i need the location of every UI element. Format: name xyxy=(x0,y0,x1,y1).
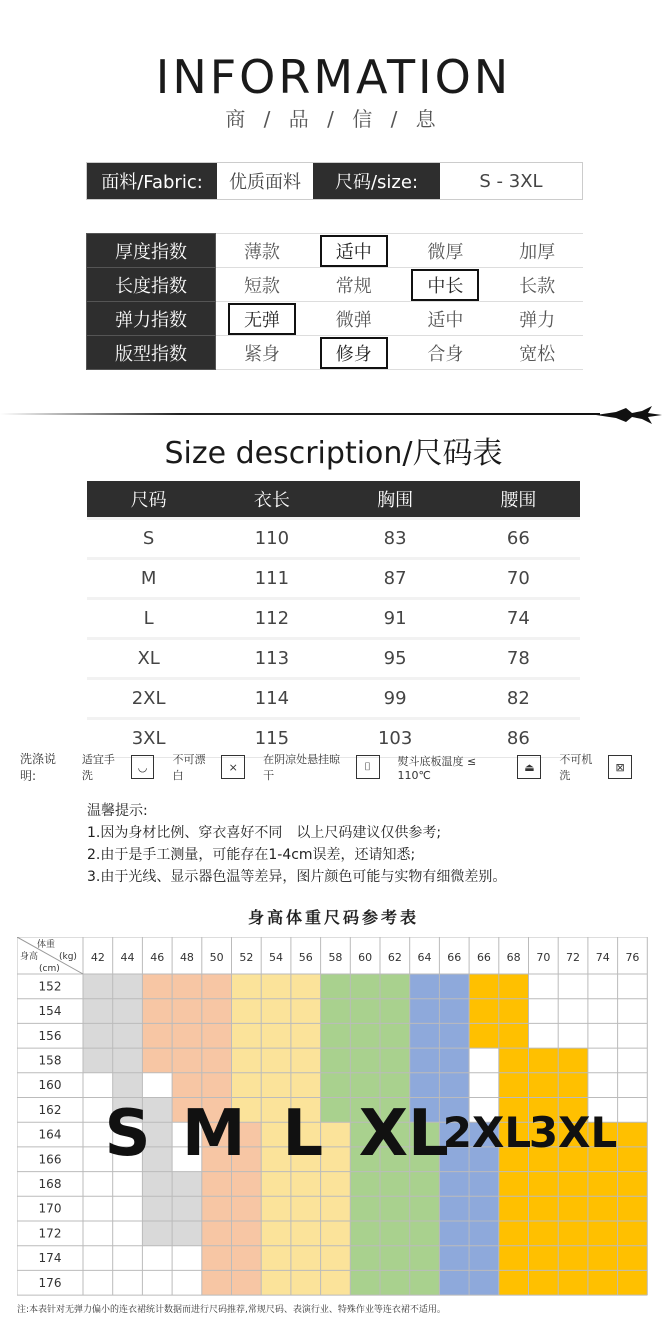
size-label: 尺码/size: xyxy=(313,163,440,199)
bird-ornament-icon xyxy=(596,404,666,426)
weight-header: 50 xyxy=(209,951,224,964)
index-option-cell xyxy=(308,234,400,268)
index-option-cell xyxy=(491,336,583,370)
size-table-cell: 113 xyxy=(210,639,333,679)
index-option-cell xyxy=(400,234,492,268)
page-subtitle xyxy=(0,103,667,132)
height-label: 160 xyxy=(38,1078,62,1093)
care-item xyxy=(398,753,542,782)
index-option-cell xyxy=(491,234,583,268)
grid-corner-label: (cm) xyxy=(39,964,60,974)
weight-header: 76 xyxy=(625,951,640,964)
index-option: 加厚 xyxy=(519,241,556,263)
height-label: 158 xyxy=(38,1053,62,1068)
grid-corner-label: 身高 xyxy=(20,952,39,962)
care-instructions xyxy=(20,752,650,782)
height-label: 166 xyxy=(38,1152,62,1167)
index-option-cell xyxy=(216,234,308,268)
index-label: 厚度指数 xyxy=(87,234,216,268)
size-table-cell: XL xyxy=(87,639,210,679)
weight-header: 64 xyxy=(417,951,432,964)
size-table-row xyxy=(87,639,580,679)
size-table-cell: S xyxy=(87,519,210,559)
size-table-row xyxy=(87,679,580,719)
weight-header: 46 xyxy=(150,951,165,964)
size-table-cell: 74 xyxy=(457,599,580,639)
care-label: 洗涤说明: xyxy=(20,752,57,783)
tips-line: 3.由于光线、显示器色温等差异，图片颜色可能与实物有细微差别。 xyxy=(87,869,507,885)
index-option: 微厚 xyxy=(427,241,464,263)
size-label-M: M xyxy=(181,1097,246,1172)
height-label: 170 xyxy=(38,1201,62,1216)
index-row xyxy=(87,268,584,302)
care-item xyxy=(263,751,379,783)
height-label: 172 xyxy=(38,1226,62,1241)
weight-header: 42 xyxy=(90,951,105,964)
footnote: 注:本表针对无弹力偏小的连衣裙统计数据而进行尺码推荐,常规尺码、表演行业、特殊作业等连衣裙不适用。 xyxy=(17,1305,446,1315)
size-table-cell: 82 xyxy=(457,679,580,719)
weight-header: 72 xyxy=(566,951,581,964)
index-option-cell xyxy=(491,268,583,302)
size-label-2XL: 2XL xyxy=(442,1108,532,1158)
weight-header: 54 xyxy=(269,951,284,964)
weight-header: 66 xyxy=(476,951,491,964)
index-option: 弹力 xyxy=(519,309,556,331)
index-label: 弹力指数 xyxy=(87,302,216,336)
size-table-header: 胸围 xyxy=(334,481,457,519)
size-table-cell: 78 xyxy=(457,639,580,679)
size-table-cell: M xyxy=(87,559,210,599)
no-machine-wash-icon: ⊠ xyxy=(608,755,632,779)
index-option: 常规 xyxy=(335,275,372,297)
index-label: 版型指数 xyxy=(87,336,216,370)
size-table-title: Size description/尺码表 xyxy=(164,436,503,471)
weight-header: 58 xyxy=(328,951,343,964)
index-table xyxy=(86,233,583,370)
index-option: 长款 xyxy=(519,275,556,297)
index-option-cell xyxy=(308,302,400,336)
iron-icon: ⏏ xyxy=(517,755,541,779)
care-item xyxy=(172,751,245,783)
size-table-cell: 115 xyxy=(210,719,333,758)
weight-header: 48 xyxy=(179,951,194,964)
index-option: 薄款 xyxy=(243,241,280,263)
size-label-L: L xyxy=(282,1097,324,1172)
index-option-cell xyxy=(491,302,583,336)
height-label: 176 xyxy=(38,1275,62,1290)
height-label: 152 xyxy=(38,979,62,994)
care-item xyxy=(82,751,155,783)
size-table-cell: 99 xyxy=(334,679,457,719)
weight-header: 52 xyxy=(239,951,254,964)
fabric-row xyxy=(86,162,583,200)
weight-header: 44 xyxy=(120,951,135,964)
size-range-value: S - 3XL xyxy=(479,170,543,192)
size-reference-grid xyxy=(17,937,649,1297)
size-table-row xyxy=(87,519,580,559)
index-option-selected: 适中 xyxy=(320,235,388,267)
page-title: INFORMATION xyxy=(155,50,512,104)
care-item-text: 在阴凉处悬挂晾干 xyxy=(263,753,341,782)
index-option-cell xyxy=(216,268,308,302)
subtitle-text: 商 / 品 / 信 / 息 xyxy=(225,107,442,131)
index-option: 合身 xyxy=(427,343,464,365)
index-option-selected: 中长 xyxy=(411,269,479,301)
index-option: 宽松 xyxy=(519,343,556,365)
hand-wash-icon: ◡ xyxy=(131,755,155,779)
size-table-cell: 112 xyxy=(210,599,333,639)
no-bleach-icon: ⨯ xyxy=(221,755,245,779)
size-label-XL: XL xyxy=(358,1097,449,1172)
index-option-cell xyxy=(400,336,492,370)
size-table-cell: 86 xyxy=(457,719,580,758)
weight-header: 68 xyxy=(506,951,521,964)
grid-corner-label: 体重 xyxy=(37,940,56,950)
care-item-text: 不可漂白 xyxy=(172,753,206,782)
weight-header: 66 xyxy=(447,951,462,964)
size-table-cell: 70 xyxy=(457,559,580,599)
height-label: 174 xyxy=(38,1251,62,1266)
shade-dry-icon: ⌷ xyxy=(356,755,380,779)
index-option-cell xyxy=(400,268,492,302)
size-table-cell: L xyxy=(87,599,210,639)
index-option-selected: 无弹 xyxy=(228,303,296,335)
index-option-cell xyxy=(216,336,308,370)
care-item-text: 熨斗底板温度 ≤ 110℃ xyxy=(397,754,477,782)
size-table-cell: 103 xyxy=(334,719,457,758)
index-row xyxy=(87,336,584,370)
index-option-cell xyxy=(400,302,492,336)
index-option-cell xyxy=(308,268,400,302)
fabric-label: 面料/Fabric: xyxy=(87,163,217,199)
size-table-cell: 95 xyxy=(334,639,457,679)
size-table xyxy=(87,481,580,758)
size-table-cell: 114 xyxy=(210,679,333,719)
size-table-cell: 111 xyxy=(210,559,333,599)
size-table-cell: 110 xyxy=(210,519,333,559)
size-label-3XL: 3XL xyxy=(528,1108,618,1158)
height-label: 154 xyxy=(38,1004,62,1019)
weight-header: 70 xyxy=(536,951,551,964)
tips-title: 温馨提示: xyxy=(87,803,148,819)
tips-line: 1.因为身材比例、穿衣喜好不同 以上尺码建议仅供参考; xyxy=(87,825,442,841)
index-option-cell xyxy=(308,336,400,370)
index-option: 适中 xyxy=(427,309,464,331)
height-label: 164 xyxy=(38,1127,62,1142)
height-label: 156 xyxy=(38,1028,62,1043)
weight-header: 56 xyxy=(298,951,313,964)
weight-header: 60 xyxy=(358,951,373,964)
size-table-header: 尺码 xyxy=(87,481,210,519)
size-table-row xyxy=(87,559,580,599)
index-option: 微弹 xyxy=(335,309,372,331)
index-option-cell xyxy=(216,302,308,336)
size-table-cell: 2XL xyxy=(87,679,210,719)
section-divider xyxy=(0,413,600,415)
size-table-cell: 87 xyxy=(334,559,457,599)
index-option-selected: 修身 xyxy=(320,337,388,369)
size-table-cell: 66 xyxy=(457,519,580,559)
size-table-cell: 91 xyxy=(334,599,457,639)
height-label: 162 xyxy=(38,1102,62,1117)
size-table-cell: 3XL xyxy=(87,719,210,758)
index-row xyxy=(87,302,584,336)
care-item-text: 适宜手洗 xyxy=(81,753,115,782)
index-option: 短款 xyxy=(243,275,280,297)
tips-block xyxy=(87,800,506,888)
size-table-row xyxy=(87,599,580,639)
fabric-value: 优质面料 xyxy=(229,172,301,193)
weight-header: 74 xyxy=(595,951,610,964)
size-table-cell: 83 xyxy=(334,519,457,559)
size-label-S: S xyxy=(104,1097,151,1172)
height-label: 168 xyxy=(38,1176,62,1191)
care-item-text: 不可机洗 xyxy=(559,753,593,782)
index-label: 长度指数 xyxy=(87,268,216,302)
index-option: 紧身 xyxy=(243,343,280,365)
grid-corner-label: (kg) xyxy=(59,952,77,962)
size-table-header: 腰围 xyxy=(457,481,580,519)
care-item xyxy=(559,751,632,783)
reference-chart-title: 身高体重尺码参考表 xyxy=(247,908,419,927)
tips-line: 2.由于是手工测量，可能存在1-4cm误差，还请知悉; xyxy=(87,847,416,863)
weight-header: 62 xyxy=(387,951,402,964)
size-table-header: 衣长 xyxy=(210,481,333,519)
index-row xyxy=(87,234,584,268)
